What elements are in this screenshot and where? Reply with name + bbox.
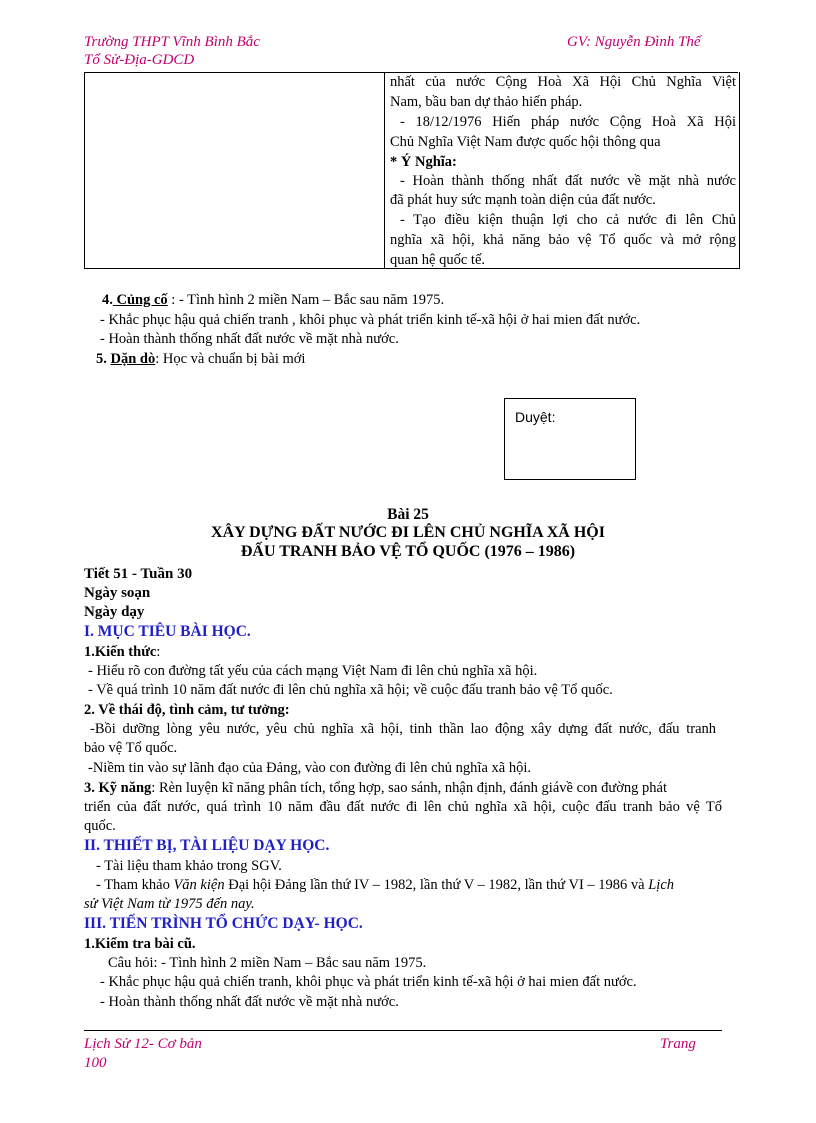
equipment-item bbox=[96, 877, 674, 894]
footer-page-number: 100 bbox=[84, 1055, 107, 1071]
footer-rule bbox=[84, 1030, 722, 1031]
equipment-text: - Tham khảo bbox=[96, 877, 174, 893]
question-item: - Hoàn thành thống nhất đất nước về mặt nhà nước. bbox=[100, 994, 399, 1010]
teacher-name: GV: Nguyễn Đình Thế bbox=[567, 34, 701, 50]
skills-text: : Rèn luyện kĩ năng phân tích, tổng hợp, sao sánh, nhận định, đánh giávề con đường phát bbox=[151, 780, 667, 796]
cell-line: Nam, bầu ban dự thảo hiến pháp. bbox=[390, 94, 583, 110]
equipment-book-title: Lịch bbox=[648, 877, 675, 893]
homework-number: 5. bbox=[96, 351, 107, 367]
cell-line: - 18/12/1976 Hiến pháp nước Cộng Hoà Xã Hội bbox=[400, 114, 736, 130]
knowledge-label: 1.Kiến thức bbox=[84, 644, 157, 660]
attitude-item: -Niềm tin vào sự lãnh đạo của Đảng, vào con đường đi lên chủ nghĩa xã hội. bbox=[88, 760, 531, 776]
lesson-title-line1: XÂY DỰNG ĐẤT NƯỚC ĐI LÊN CHỦ NGHĨA XÃ HỘI bbox=[211, 524, 605, 541]
lesson-number: Bài 25 bbox=[387, 506, 429, 523]
approval-box bbox=[504, 398, 636, 480]
consolidation-text: : - Tình hình 2 miền Nam – Bắc sau năm 1975. bbox=[167, 292, 445, 308]
equipment-item: - Tài liệu tham khảo trong SGV. bbox=[96, 858, 282, 874]
knowledge-item: - Hiểu rõ con đường tất yếu của cách mạng Việt Nam đi lên chủ nghĩa xã hội. bbox=[88, 663, 538, 679]
homework-line bbox=[96, 351, 305, 368]
check-old-lesson-heading: 1.Kiểm tra bài cũ. bbox=[84, 936, 196, 952]
lesson-title-line2: ĐẤU TRANH BẢO VỆ TỔ QUỐC (1976 – 1986) bbox=[240, 543, 576, 560]
footer-page-label: Trang bbox=[660, 1036, 696, 1052]
section2-heading: II. THIẾT BỊ, TÀI LIỆU DẠY HỌC. bbox=[84, 837, 330, 854]
consolidation-line bbox=[102, 292, 444, 309]
table-column-divider bbox=[384, 72, 385, 268]
department-name: Tổ Sử-Địa-GDCD bbox=[84, 52, 195, 68]
teach-date-label: Ngày dạy bbox=[84, 604, 145, 620]
equipment-book-title-cont: sử Việt Nam từ 1975 đến nay. bbox=[84, 896, 255, 912]
knowledge-colon: : bbox=[156, 644, 161, 660]
approval-label: Duyệt: bbox=[515, 409, 556, 425]
homework-text: : Học và chuẩn bị bài mới bbox=[155, 351, 306, 367]
question-item: - Khắc phục hậu quả chiến tranh, khôi phục và phát triển kinh tế-xã hội ở hai mien đất nước. bbox=[100, 974, 637, 990]
skills-label: 3. Kỹ năng bbox=[84, 780, 152, 796]
knowledge-item: - Về quá trình 10 năm đất nước đi lên chủ nghĩa xã hội; về cuộc đấu tranh bảo vệ Tổ quốc. bbox=[88, 682, 613, 698]
attitude-heading: 2. Về thái độ, tình cảm, tư tưởng: bbox=[84, 702, 290, 718]
question-line: Câu hỏi: - Tình hình 2 miền Nam – Bắc sau năm 1975. bbox=[108, 955, 427, 971]
prep-date-label: Ngày soạn bbox=[84, 585, 151, 601]
attitude-item-cont: bảo vệ Tổ quốc. bbox=[84, 740, 178, 756]
consolidation-item: - Hoàn thành thống nhất đất nước về mặt nhà nước. bbox=[100, 331, 399, 347]
cell-line: đã phát huy sức mạnh toàn diện của đất nước. bbox=[390, 192, 656, 208]
knowledge-heading bbox=[84, 644, 160, 661]
cell-line: nhất của nước Cộng Hoà Xã Hội Chủ Nghĩa Việt bbox=[390, 74, 736, 90]
cell-line: nghĩa xã hội, khả năng bảo vệ Tổ quốc và mở rộng bbox=[390, 232, 736, 248]
equipment-text: Đại hội Đảng lần thứ IV – 1982, lần thứ V – 1982, lần thứ VI – 1986 và bbox=[224, 877, 649, 893]
cell-line: - Tạo điều kiện thuận lợi cho cả nước đi lên Chủ bbox=[400, 212, 736, 228]
skills-line bbox=[84, 780, 667, 797]
consolidation-number: 4. bbox=[102, 292, 113, 308]
equipment-doc-title: Văn kiện bbox=[173, 877, 225, 893]
school-name: Trường THPT Vĩnh Bình Bắc bbox=[84, 34, 260, 50]
skills-text-end: quốc. bbox=[84, 818, 116, 834]
section1-heading: I. MỤC TIÊU BÀI HỌC. bbox=[84, 623, 251, 640]
homework-label: Dặn dò bbox=[110, 351, 156, 367]
consolidation-label: Củng cố bbox=[112, 292, 168, 308]
cell-line: Chủ Nghĩa Việt Nam được quốc hội thông qua bbox=[390, 134, 661, 150]
attitude-item: -Bồi dưỡng lòng yêu nước, yêu chủ nghĩa xã hội, tinh thần lao động xây dựng đất nước, đấu tranh bbox=[90, 721, 716, 737]
cell-line: - Hoàn thành thống nhất đất nước về mặt nhà nước bbox=[400, 173, 736, 189]
section3-heading: III. TIẾN TRÌNH TỔ CHỨC DẠY- HỌC. bbox=[84, 915, 363, 932]
meaning-heading: * Ý Nghĩa: bbox=[390, 154, 457, 170]
consolidation-item: - Khắc phục hậu quả chiến tranh , khôi phục và phát triển kinh tế-xã hội ở hai mien đất nước. bbox=[100, 312, 641, 328]
footer-subject: Lịch Sử 12- Cơ bản bbox=[84, 1036, 202, 1052]
period-label: Tiết 51 - Tuần 30 bbox=[84, 566, 193, 582]
cell-line: quan hệ quốc tế. bbox=[390, 252, 486, 268]
skills-text-cont: triển của đất nước, quá trình 10 năm đầu đất nước đi lên chủ nghĩa xã hội, cuộc đấu tranh bảo vệ Tổ bbox=[84, 799, 722, 815]
